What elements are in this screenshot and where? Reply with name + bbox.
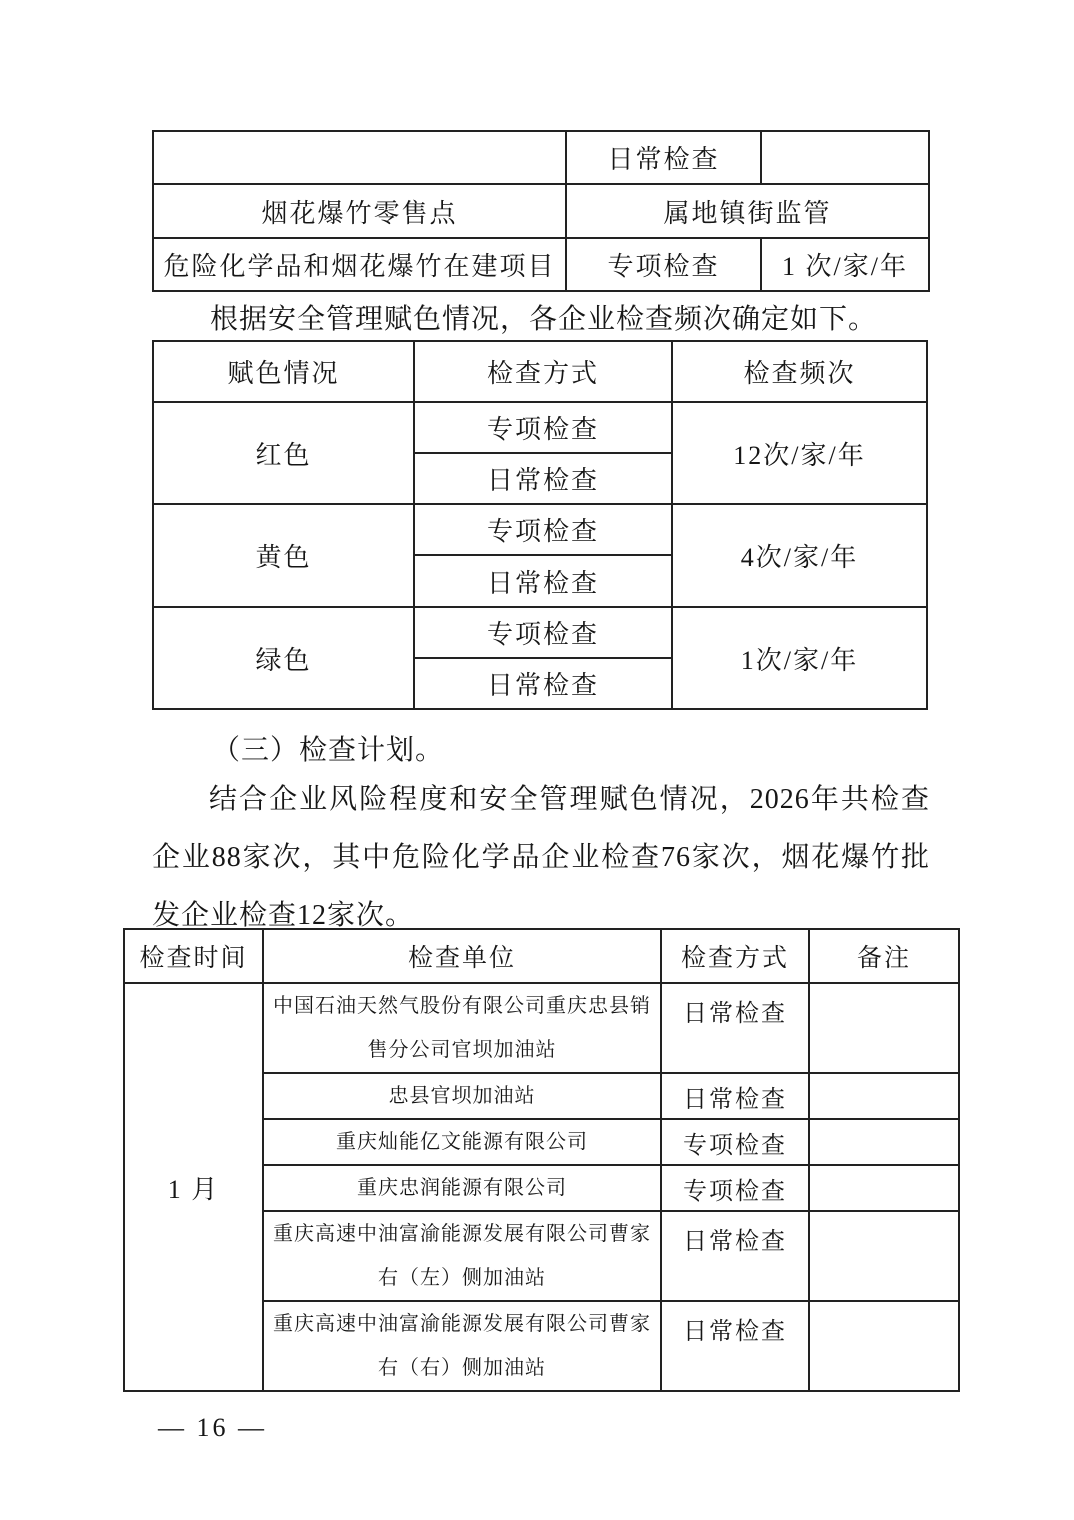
method-cell: 日常检查 (566, 131, 761, 184)
method-cell: 日常检查 (414, 658, 672, 709)
unit-line: 重庆忠润能源有限公司 (357, 1177, 567, 1199)
method-cell: 日常检查 (661, 1301, 809, 1391)
method-cell: 日常检查 (661, 1211, 809, 1301)
method-cell: 专项检查 (414, 504, 672, 555)
frequency-table (152, 340, 928, 710)
method-cell: 专项检查 (661, 1119, 809, 1165)
table-row (153, 238, 929, 291)
unit-line: 重庆高速中油富渝能源发展有限公司曹家 (273, 1223, 651, 1245)
note-cell (809, 1073, 959, 1119)
unit-cell (263, 1119, 661, 1165)
continuation-table (152, 130, 930, 292)
header-frequency: 检查频次 (672, 341, 927, 402)
table-row (153, 131, 929, 184)
unit-cell (263, 1073, 661, 1119)
paragraph-line: 发企业检查12家次。 (152, 900, 415, 931)
note-cell (809, 1165, 959, 1211)
method-cell: 日常检查 (661, 983, 809, 1073)
table-row (153, 402, 927, 453)
page-number: — 16 — (158, 1413, 267, 1442)
method-cell: 专项检查 (566, 238, 761, 291)
empty-cell (153, 131, 566, 184)
intro-sentence: 根据安全管理赋色情况，各企业检查频次确定如下。 (210, 304, 878, 335)
method-cell: 日常检查 (661, 1073, 809, 1119)
frequency-cell: 4次/家/年 (672, 504, 927, 607)
table-row (153, 504, 927, 555)
paragraph-line: 结合企业风险程度和安全管理赋色情况，2026年共检查 (209, 784, 930, 815)
note-cell (809, 1301, 959, 1391)
header-unit: 检查单位 (263, 929, 661, 983)
unit-line: 重庆高速中油富渝能源发展有限公司曹家 (273, 1313, 651, 1335)
table-row (153, 184, 929, 238)
empty-cell (761, 131, 929, 184)
header-method: 检查方式 (414, 341, 672, 402)
unit-cell (263, 1165, 661, 1211)
header-time: 检查时间 (124, 929, 263, 983)
table-row (153, 607, 927, 658)
time-cell: 1 月 (124, 983, 263, 1391)
color-cell: 红色 (153, 402, 414, 504)
unit-line: 右（左）侧加油站 (378, 1267, 546, 1289)
value-cell: 属地镇街监管 (566, 184, 929, 238)
unit-line: 中国石油天然气股份有限公司重庆忠县销 (273, 995, 651, 1017)
note-cell (809, 1119, 959, 1165)
method-cell: 日常检查 (414, 555, 672, 607)
method-cell: 专项检查 (661, 1165, 809, 1211)
unit-cell (263, 1301, 661, 1391)
unit-line: 售分公司官坝加油站 (367, 1039, 557, 1061)
unit-line: 重庆灿能亿文能源有限公司 (336, 1131, 588, 1153)
method-cell: 日常检查 (414, 453, 672, 504)
paragraph-line: 企业88家次，其中危险化学品企业检查76家次，烟花爆竹批 (152, 842, 930, 873)
category-cell: 烟花爆竹零售点 (153, 184, 566, 238)
method-cell: 专项检查 (414, 607, 672, 658)
header-color: 赋色情况 (153, 341, 414, 402)
color-cell: 绿色 (153, 607, 414, 709)
category-cell: 危险化学品和烟花爆竹在建项目 (153, 238, 566, 291)
plan-table (123, 928, 960, 1392)
method-cell: 专项检查 (414, 402, 672, 453)
unit-cell (263, 1211, 661, 1301)
header-note: 备注 (809, 929, 959, 983)
table-header-row (153, 341, 927, 402)
table-header-row (124, 929, 959, 983)
note-cell (809, 1211, 959, 1301)
plan-paragraph (152, 778, 930, 952)
frequency-cell: 12次/家/年 (672, 402, 927, 504)
unit-cell (263, 983, 661, 1073)
unit-line: 忠县官坝加油站 (388, 1085, 536, 1107)
frequency-cell: 1 次/家/年 (761, 238, 929, 291)
header-method: 检查方式 (661, 929, 809, 983)
frequency-cell: 1次/家/年 (672, 607, 927, 709)
table-row (124, 983, 959, 1073)
color-cell: 黄色 (153, 504, 414, 607)
note-cell (809, 983, 959, 1073)
section-heading: （三）检查计划。 (212, 735, 445, 766)
unit-line: 右（右）侧加油站 (378, 1357, 546, 1379)
